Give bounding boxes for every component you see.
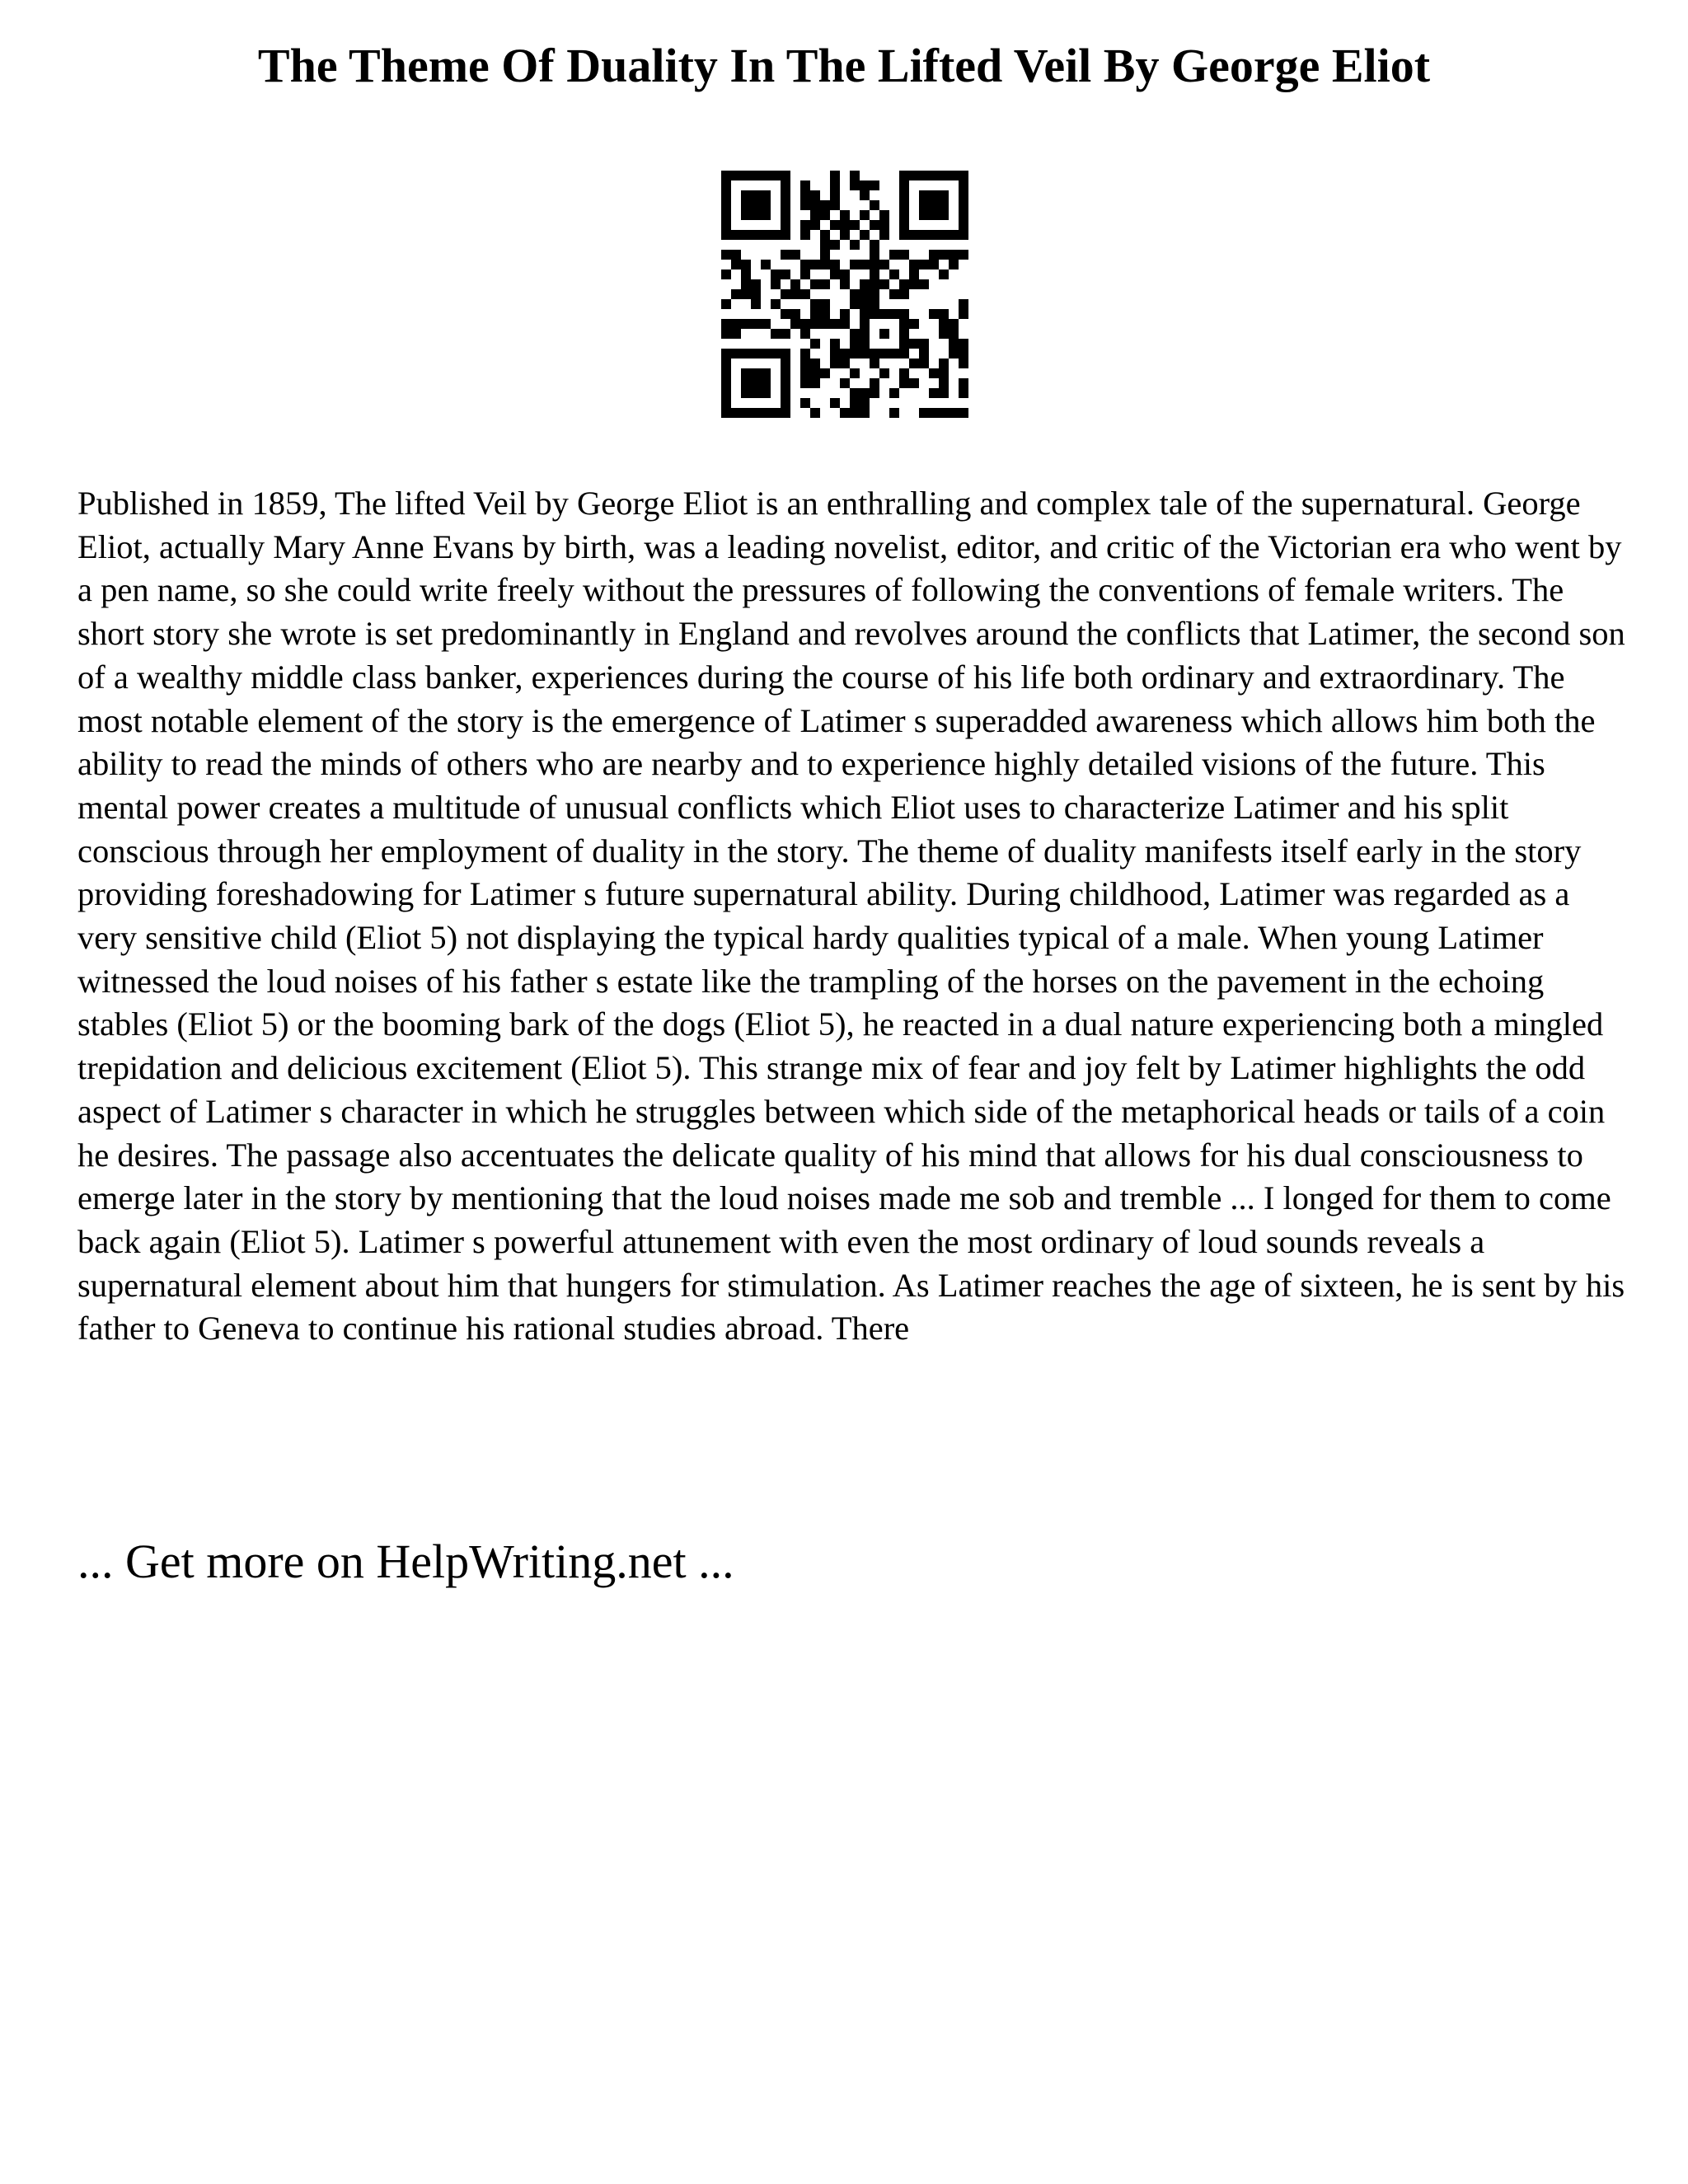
article-body: Published in 1859, The lifted Veil by George Eliot is an enthralling and complex tale of the supernatural. George Eliot, actually Mary Anne Evans by birth, was a leading novelist, editor, and critic of the Victorian era who went by a pen name, so she could write freely without the pressures of following the conventions of female writers. The short story she wrote is set predominantly in England and revolves around the conflicts that Latimer, the second son of a wealthy middle class banker, experiences during the course of his life both ordinary and extraordinary. The most notable element of the story is the emergence of Latimer s superadded awareness which allows him both the ability to read the minds of others who are nearby and to experience highly detailed visions of the future. This mental power creates a multitude of unusual conflicts which Eliot uses to characterize Latimer and his split conscious through her employment of duality in the story. The theme of duality manifests itself early in the story providing foreshadowing for Latimer s future supernatural ability. During childhood, Latimer was regarded as a very sensitive child (Eliot 5) not displaying the typical hardy qualities typical of a male. When young Latimer witnessed the loud noises of his father s estate like the trampling of the horses on the pavement in the echoing stables (Eliot 5) or the booming bark of the dogs (Eliot 5), he reacted in a dual nature experiencing both a mingled trepidation and delicious excitement (Eliot 5). This strange mix of fear and joy felt by Latimer highlights the odd aspect of Latimer s character in which he struggles between which side of the metaphorical heads or tails of a coin he desires. The passage also accentuates the delicate quality of his mind that allows for his dual consciousness to emerge later in the story by mentioning that the loud noises made me sob and tremble ... I longed for them to come back again (Eliot 5). Latimer s powerful attunement with even the most ordinary of loud sounds reveals a supernatural element about him that hungers for stimulation. As Latimer reaches the age of sixteen, he is sent by his father to Geneva to continue his rational studies abroad. There: [77, 485, 1625, 1347]
qr-code-icon: [721, 171, 968, 418]
page-title: The Theme Of Duality In The Lifted Veil By George Eliot: [257, 39, 1431, 92]
get-more-link[interactable]: ... Get more on HelpWriting.net ...: [77, 1535, 734, 1588]
